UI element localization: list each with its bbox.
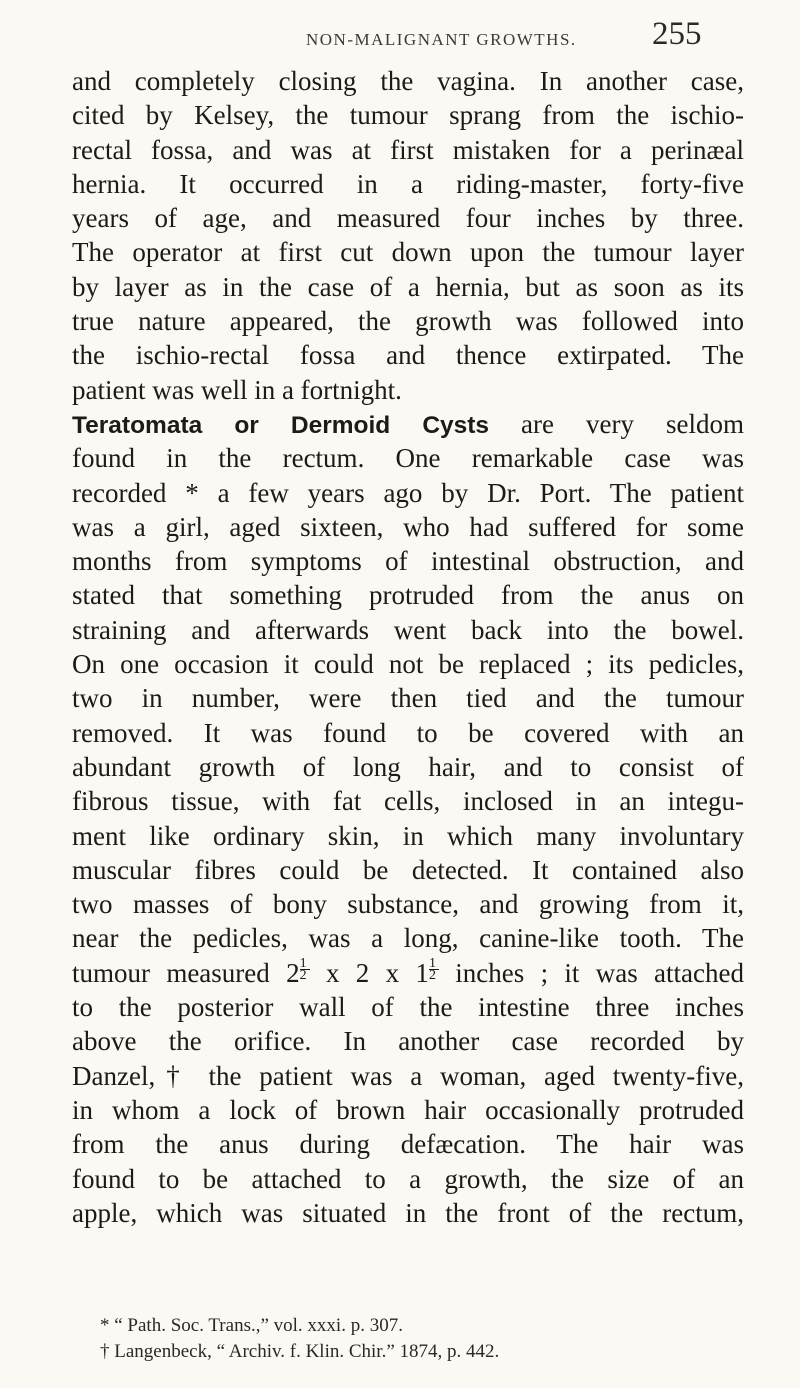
text-line: months from symptoms of intestinal obstruction, and xyxy=(72,546,744,577)
text-line: removed. It was found to be covered with an xyxy=(72,717,744,748)
section-heading: Teratomata or Dermoid Cysts xyxy=(72,411,490,439)
fraction-numerator: 1 xyxy=(300,958,310,970)
text-line: cited by Kelsey, the tumour sprang from the ischio- xyxy=(72,100,744,131)
text-line: and completely closing the vagina. In another case, xyxy=(72,66,744,96)
text-line: fibrous tissue, with fat cells, inclosed in an integu- xyxy=(72,786,744,817)
text-line: straining and afterwards went back into the bowel. xyxy=(72,614,744,645)
heading-rest: are very seldom xyxy=(489,408,744,439)
text-line: above the orifice. In another case recorded by xyxy=(72,1026,744,1057)
fraction-denominator: 2 xyxy=(299,967,307,983)
fraction-half xyxy=(299,955,310,983)
fraction-numerator: 1 xyxy=(429,958,439,970)
text-line: rectal fossa, and was at first mistaken for a perinæal xyxy=(72,134,744,165)
text-line: to the posterior wall of the intestine three inches xyxy=(72,992,744,1023)
text-line: On one occasion it could not be replaced ; its pedicles, xyxy=(72,649,744,680)
text-line: hernia. It occurred in a riding-master, forty-five xyxy=(72,168,744,199)
text-line: two masses of bony substance, and growing from it, xyxy=(72,889,744,920)
measure-prefix: tumour measured 2 xyxy=(72,957,300,988)
text-line: years of age, and measured four inches by three. xyxy=(72,203,744,234)
text-line: from the anus during defæcation. The hair was xyxy=(72,1129,744,1160)
fraction-denominator: 2 xyxy=(428,967,436,983)
text-line: recorded * a few years ago by Dr. Port. The patient xyxy=(72,477,744,508)
text-line: abundant growth of long hair, and to consist of xyxy=(72,751,744,782)
text-line: ment like ordinary skin, in which many involuntary xyxy=(72,820,744,851)
text-line: by layer as in the case of a hernia, but as soon as its xyxy=(72,271,744,302)
text-line: patient was well in a fortnight. xyxy=(72,374,402,405)
text-line: was a girl, aged sixteen, who had suffered for some xyxy=(72,511,744,542)
measure-suffix: inches ; it was attached xyxy=(438,957,744,988)
footnotes xyxy=(100,1313,740,1365)
section-heading-line xyxy=(72,407,744,441)
text-line: apple, which was situated in the front of the rectum, xyxy=(72,1197,744,1228)
text-line: muscular fibres could be detected. It contained also xyxy=(72,854,744,885)
text-line: near the pedicles, was a long, canine-like tooth. The xyxy=(72,923,744,954)
text-line: found in the rectum. One remarkable case was xyxy=(72,443,744,474)
text-line: The operator at first cut down upon the tumour layer xyxy=(72,237,744,268)
text-line: in whom a lock of brown hair occasionally protruded xyxy=(72,1094,744,1125)
measurement-line xyxy=(72,956,744,990)
text-line: true nature appeared, the growth was followed into xyxy=(72,306,744,337)
fraction-half xyxy=(428,955,439,983)
text-line: stated that something protruded from the anus on xyxy=(72,580,744,611)
text-line: two in number, were then tied and the tumour xyxy=(72,683,744,714)
body-text xyxy=(72,64,744,1230)
text-line: found to be attached to a growth, the size of an xyxy=(72,1163,744,1194)
running-head xyxy=(0,16,800,56)
measure-middle: x 2 x 1 xyxy=(309,957,429,988)
footnote: † Langenbeck, “ Archiv. f. Klin. Chir.” 1874, p. 442. xyxy=(100,1341,500,1362)
text-line: Danzel,† the patient was a woman, aged twenty-five, xyxy=(72,1060,744,1091)
text-line: the ischio-rectal fossa and thence extirpated. The xyxy=(72,340,744,371)
running-title: NON-MALIGNANT GROWTHS. xyxy=(306,30,577,49)
page-number: 255 xyxy=(652,16,702,52)
footnote: * “ Path. Soc. Trans.,” vol. xxxi. p. 307. xyxy=(100,1315,403,1336)
